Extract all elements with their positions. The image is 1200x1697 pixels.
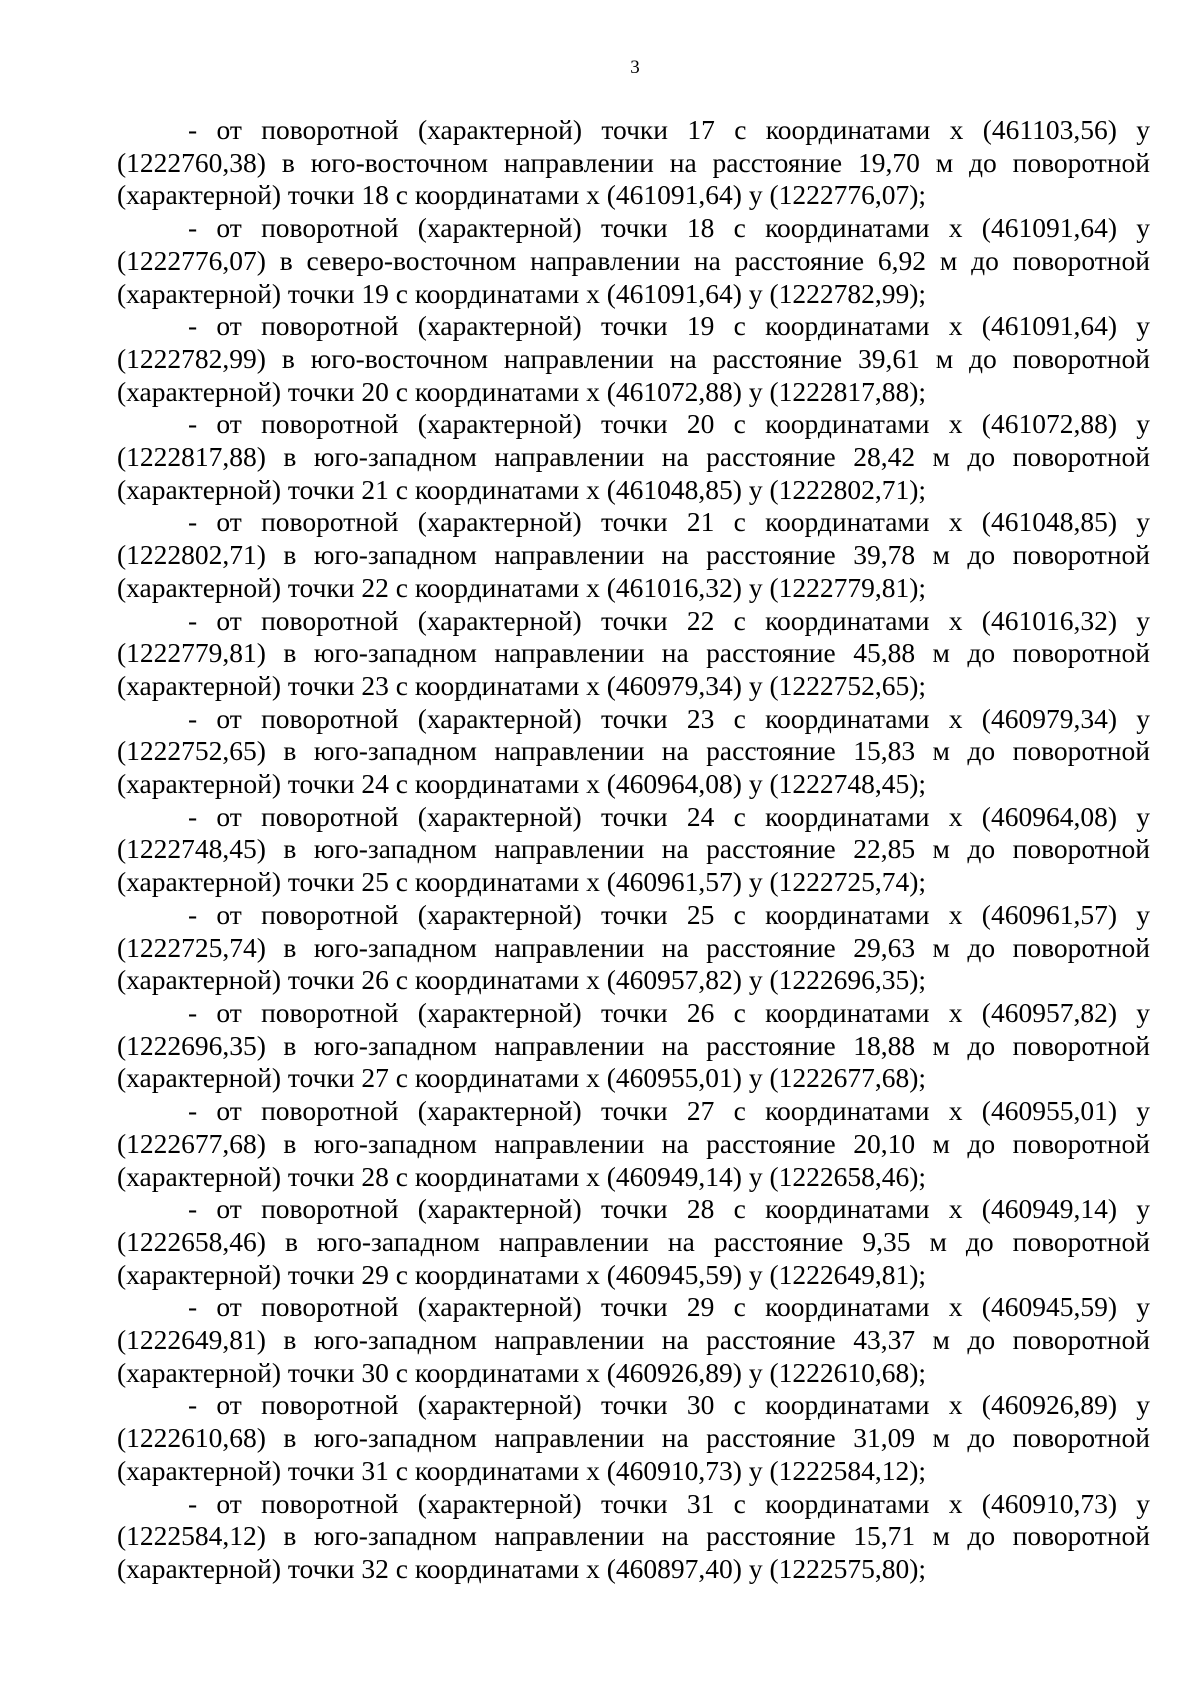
boundary-segment-paragraph: - от поворотной (характерной) точки 18 с координатами x (461091,64) y (1222776,07) в северо-восточном направлении на расстояние 6,92 м до поворотной (характерной) точки 19 с координатами x (461091,64) y (1222782,99);	[117, 212, 1150, 309]
boundary-segment-paragraph: - от поворотной (характерной) точки 23 с координатами x (460979,34) y (1222752,65) в юго-западном направлении на расстояние 15,83 м до поворотной (характерной) точки 24 с координатами x (460964,08) y (1222748,45);	[117, 702, 1150, 800]
boundary-segment-paragraph: - от поворотной (характерной) точки 26 с координатами x (460957,82) y (1222696,35) в юго-западном направлении на расстояние 18,88 м до поворотной (характерной) точки 27 с координатами x (460955,01) y (1222677,68);	[117, 996, 1150, 1094]
boundary-segment-paragraph: - от поворотной (характерной) точки 30 с координатами x (460926,89) y (1222610,68) в юго-западном направлении на расстояние 31,09 м до поворотной (характерной) точки 31 с координатами x (460910,73) y (1222584,12);	[117, 1389, 1150, 1486]
page-number: 3	[630, 57, 640, 78]
boundary-segment-paragraph: - от поворотной (характерной) точки 29 с координатами x (460945,59) y (1222649,81) в юго-западном направлении на расстояние 43,37 м до поворотной (характерной) точки 30 с координатами x (460926,89) y (1222610,68);	[117, 1291, 1150, 1388]
document-body	[117, 114, 1150, 1586]
boundary-segment-paragraph: - от поворотной (характерной) точки 28 с координатами x (460949,14) y (1222658,46) в юго-западном направлении на расстояние 9,35 м до поворотной (характерной) точки 29 с координатами x (460945,59) y (1222649,81);	[117, 1193, 1150, 1290]
boundary-segment-paragraph: - от поворотной (характерной) точки 27 с координатами x (460955,01) y (1222677,68) в юго-западном направлении на расстояние 20,10 м до поворотной (характерной) точки 28 с координатами x (460949,14) y (1222658,46);	[117, 1095, 1150, 1192]
boundary-segment-paragraph: - от поворотной (характерной) точки 21 с координатами x (461048,85) y (1222802,71) в юго-западном направлении на расстояние 39,78 м до поворотной (характерной) точки 22 с координатами x (461016,32) y (1222779,81);	[117, 506, 1150, 603]
boundary-segment-paragraph: - от поворотной (характерной) точки 31 с координатами x (460910,73) y (1222584,12) в юго-западном направлении на расстояние 15,71 м до поворотной (характерной) точки 32 с координатами x (460897,40) y (1222575,80);	[117, 1487, 1150, 1584]
boundary-segment-paragraph: - от поворотной (характерной) точки 19 с координатами x (461091,64) y (1222782,99) в юго-восточном направлении на расстояние 39,61 м до поворотной (характерной) точки 20 с координатами x (461072,88) y (1222817,88);	[117, 310, 1150, 407]
boundary-segment-paragraph: - от поворотной (характерной) точки 24 с координатами x (460964,08) y (1222748,45) в юго-западном направлении на расстояние 22,85 м до поворотной (характерной) точки 25 с координатами x (460961,57) y (1222725,74);	[117, 800, 1150, 898]
boundary-segment-paragraph: - от поворотной (характерной) точки 20 с координатами x (461072,88) y (1222817,88) в юго-западном направлении на расстояние 28,42 м до поворотной (характерной) точки 21 с координатами x (461048,85) y (1222802,71);	[117, 408, 1150, 505]
boundary-segment-paragraph: - от поворотной (характерной) точки 17 с координатами x (461103,56) y (1222760,38) в юго-восточном направлении на расстояние 19,70 м до поворотной (характерной) точки 18 с координатами x (461091,64) y (1222776,07);	[117, 114, 1150, 211]
boundary-segment-paragraph: - от поворотной (характерной) точки 22 с координатами x (461016,32) y (1222779,81) в юго-западном направлении на расстояние 45,88 м до поворотной (характерной) точки 23 с координатами x (460979,34) y (1222752,65);	[117, 604, 1150, 701]
boundary-segment-paragraph: - от поворотной (характерной) точки 25 с координатами x (460961,57) y (1222725,74) в юго-западном направлении на расстояние 29,63 м до поворотной (характерной) точки 26 с координатами x (460957,82) y (1222696,35);	[117, 898, 1150, 996]
